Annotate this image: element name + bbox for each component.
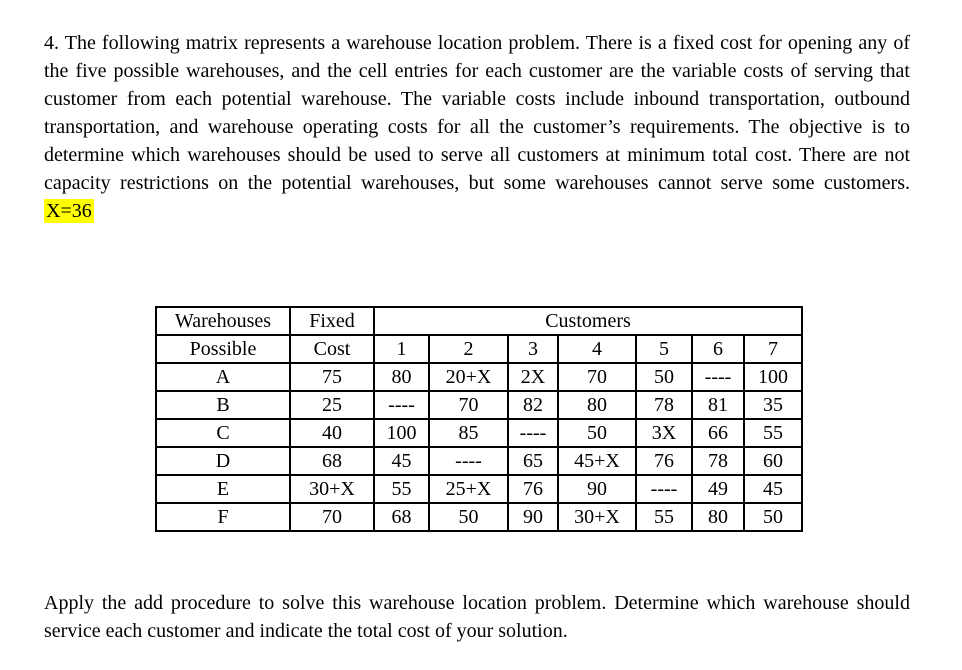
table-header-row-2 [156, 335, 802, 363]
cost-cell: 35 [744, 391, 802, 419]
cost-cell: 80 [692, 503, 744, 531]
cost-cell: 65 [508, 447, 558, 475]
cost-cell: 60 [744, 447, 802, 475]
table-row-warehouse-e [156, 475, 802, 503]
cost-cell: 55 [374, 475, 429, 503]
highlighted-value: X=36 [46, 200, 92, 222]
cost-cell: 82 [508, 391, 558, 419]
cost-cell: ---- [429, 447, 508, 475]
cost-cell: ---- [636, 475, 692, 503]
warehouse-label: C [156, 419, 290, 447]
warehouse-label: E [156, 475, 290, 503]
cost-cell: 2X [508, 363, 558, 391]
cost-cell: ---- [508, 419, 558, 447]
warehouse-label: B [156, 391, 290, 419]
cost-cell: 45 [744, 475, 802, 503]
problem-statement [44, 29, 910, 225]
customer-number-2: 2 [429, 335, 508, 363]
table-header-row-1 [156, 307, 802, 335]
warehouse-label: D [156, 447, 290, 475]
cost-cell: 100 [744, 363, 802, 391]
cost-cell: 50 [429, 503, 508, 531]
table-row-warehouse-d [156, 447, 802, 475]
header-possible: Possible [156, 335, 290, 363]
table-row-warehouse-f [156, 503, 802, 531]
cost-cell: 70 [429, 391, 508, 419]
cost-cell: 55 [744, 419, 802, 447]
cost-cell: 49 [692, 475, 744, 503]
customer-number-5: 5 [636, 335, 692, 363]
cost-cell: 55 [636, 503, 692, 531]
header-cost: Cost [290, 335, 374, 363]
cost-cell: 81 [692, 391, 744, 419]
cost-cell: 45+X [558, 447, 636, 475]
cost-cell: 3X [636, 419, 692, 447]
warehouse-label: A [156, 363, 290, 391]
closing-instruction: Apply the add procedure to solve this warehouse location problem. Determine which warehouse should service each customer and indicate the total cost of your solution. [44, 592, 910, 642]
fixed-cost-cell: 75 [290, 363, 374, 391]
cost-cell: 85 [429, 419, 508, 447]
cost-cell: 70 [558, 363, 636, 391]
cost-cell: 68 [374, 503, 429, 531]
fixed-cost-cell: 40 [290, 419, 374, 447]
cost-cell: 78 [692, 447, 744, 475]
header-fixed: Fixed [290, 307, 374, 335]
cost-cell: ---- [374, 391, 429, 419]
customer-number-1: 1 [374, 335, 429, 363]
warehouse-cost-table [155, 306, 803, 532]
customer-number-6: 6 [692, 335, 744, 363]
cost-cell: 76 [636, 447, 692, 475]
header-customers: Customers [374, 307, 802, 335]
fixed-cost-cell: 68 [290, 447, 374, 475]
customer-number-7: 7 [744, 335, 802, 363]
cost-cell: 25+X [429, 475, 508, 503]
header-warehouses: Warehouses [156, 307, 290, 335]
cost-cell: 76 [508, 475, 558, 503]
table-row-warehouse-a [156, 363, 802, 391]
fixed-cost-cell: 70 [290, 503, 374, 531]
cost-cell: 90 [558, 475, 636, 503]
fixed-cost-cell: 25 [290, 391, 374, 419]
cost-cell: 100 [374, 419, 429, 447]
warehouse-label: F [156, 503, 290, 531]
cost-cell: 80 [558, 391, 636, 419]
cost-cell: 50 [744, 503, 802, 531]
table-row-warehouse-b [156, 391, 802, 419]
cost-cell: 90 [508, 503, 558, 531]
problem-text: 4. The following matrix represents a warehouse location problem. There is a fixed cost for opening any of the five possible warehouses, and the cell entries for each customer are the variable costs of serving that customer from each potential warehouse. The variable costs include inbound transportation, outbound transportation, and warehouse operating costs for all the customer’s requirements. The objective is to determine which warehouses should be used to serve all customers at minimum total cost. There are not capacity restrictions on the potential warehouses, but some warehouses cannot serve some customers. [44, 32, 910, 194]
cost-cell: 20+X [429, 363, 508, 391]
cost-cell: ---- [692, 363, 744, 391]
cost-cell: 66 [692, 419, 744, 447]
cost-cell: 78 [636, 391, 692, 419]
cost-cell: 50 [636, 363, 692, 391]
cost-cell: 80 [374, 363, 429, 391]
cost-cell: 50 [558, 419, 636, 447]
cost-cell: 45 [374, 447, 429, 475]
cost-cell: 30+X [558, 503, 636, 531]
customer-number-4: 4 [558, 335, 636, 363]
table-row-warehouse-c [156, 419, 802, 447]
fixed-cost-cell: 30+X [290, 475, 374, 503]
customer-number-3: 3 [508, 335, 558, 363]
